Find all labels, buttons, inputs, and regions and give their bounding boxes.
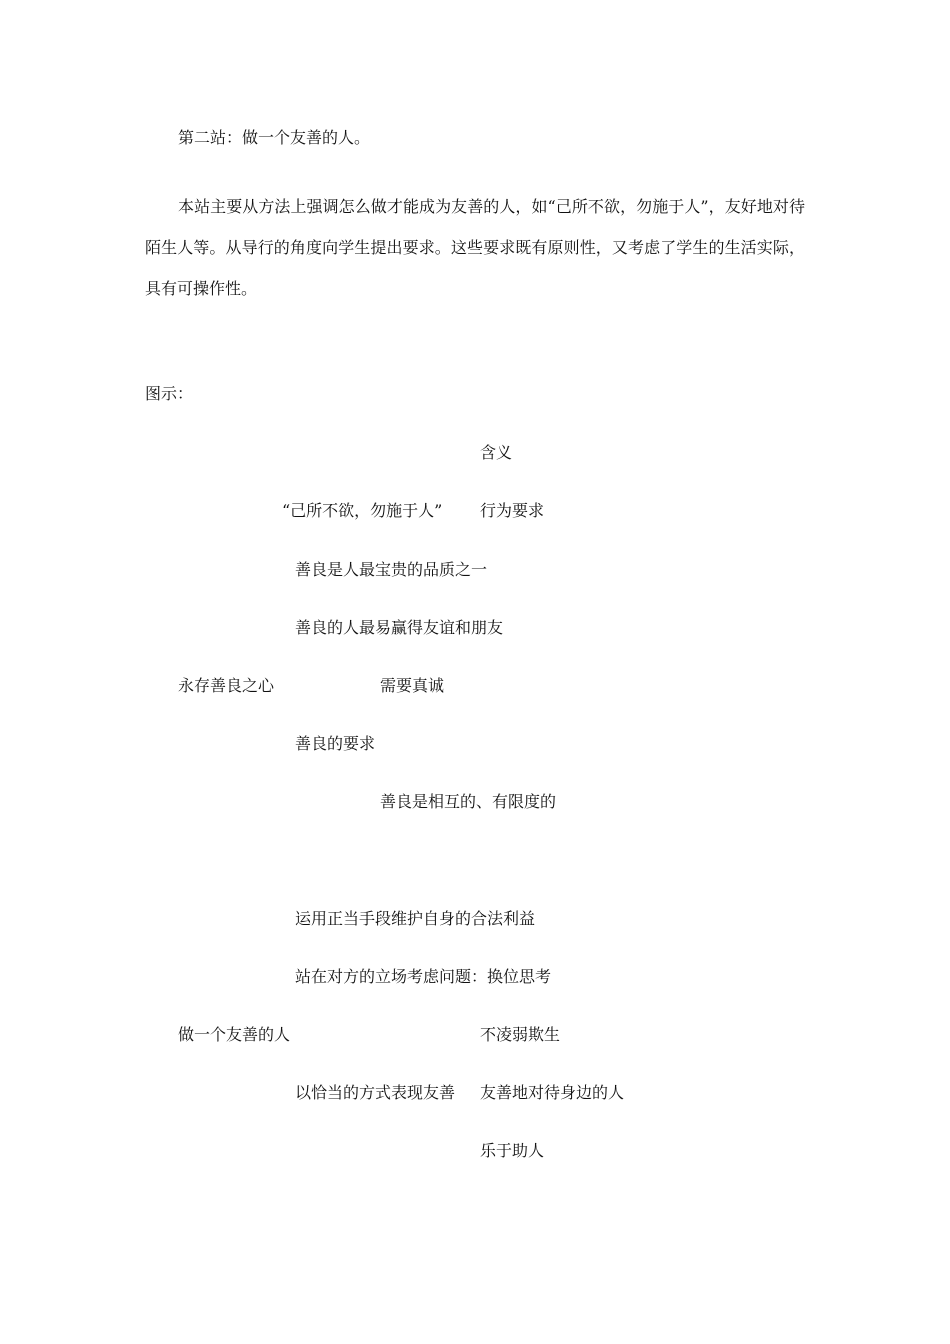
node-proper-way: 以恰当的方式表现友善: [295, 1083, 456, 1102]
node-root-friendly-person: 做一个友善的人: [178, 1025, 291, 1044]
section-title: 第二站：做一个友善的人。: [178, 128, 371, 147]
section-paragraph: 本站主要从方法上强调怎么做才能成为友善的人，如“己所不欲，勿施于人”，友好地对待陌生人等。从导行的角度向学生提出要求。这些要求既有原则性，又考虑了学生的生活实际，具有可操作性。: [145, 197, 805, 298]
node-behavior-requirement: 行为要求: [480, 501, 545, 520]
node-perspective-taking: 站在对方的立场考虑问题：换位思考: [295, 967, 552, 986]
node-help-others: 乐于助人: [480, 1141, 545, 1160]
node-kindness-requirements: 善良的要求: [295, 734, 376, 753]
node-no-bullying: 不凌弱欺生: [480, 1025, 561, 1044]
node-meaning: 含义: [480, 443, 513, 462]
node-legal-rights: 运用正当手段维护自身的合法利益: [295, 909, 536, 928]
node-sincerity: 需要真诚: [380, 676, 445, 695]
node-treat-people: 友善地对待身边的人: [480, 1083, 625, 1102]
figure-label: 图示：: [145, 384, 194, 403]
node-kindness-treasure: 善良是人最宝贵的品质之一: [295, 560, 488, 579]
node-kindness-friendship: 善良的人最易赢得友谊和朋友: [295, 618, 504, 637]
node-mutual-limited: 善良是相互的、有限度的: [380, 792, 557, 811]
node-golden-rule: “己所不欲，勿施于人”: [282, 501, 443, 520]
node-root-kind-heart: 永存善良之心: [178, 676, 275, 695]
